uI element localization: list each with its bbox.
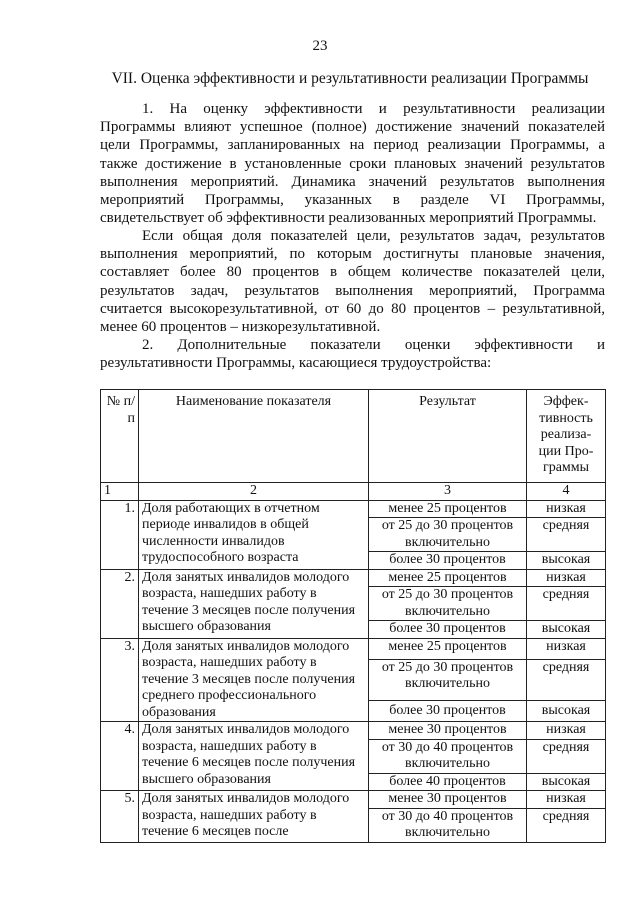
result-cell: менее 30 процентов (369, 722, 527, 740)
indicator-name: Доля занятых инвалидов молодого возраста, нашедших работу в течение 6 месяцев после получения высшего образования (139, 722, 369, 791)
efficiency-cell: средняя (527, 739, 606, 773)
result-cell: менее 25 процентов (369, 638, 527, 659)
header-result: Результат (369, 390, 527, 483)
row-num: 2. (101, 569, 139, 638)
indicator-name: Доля занятых инвалидов молодого возраста, нашедших работу в течение 6 месяцев после (139, 791, 369, 843)
efficiency-cell: средняя (527, 518, 606, 552)
row-num: 5. (101, 791, 139, 843)
result-cell: от 25 до 30 процентов включительно (369, 659, 527, 700)
paragraph-2 (100, 227, 605, 336)
indicator-name: Доля занятых инвалидов молодого возраста, нашедших работу в течение 3 месяцев после получения среднего профессионального образования (139, 638, 369, 722)
result-cell: менее 25 процентов (369, 500, 527, 518)
efficiency-cell: средняя (527, 587, 606, 621)
result-cell: от 25 до 30 процентов включительно (369, 518, 527, 552)
header-name: Наименование показателя (139, 390, 369, 483)
indicators-table (100, 389, 606, 843)
page-number: 23 (312, 38, 328, 54)
efficiency-cell: высокая (527, 773, 606, 791)
result-cell: от 30 до 40 процентов включительно (369, 739, 527, 773)
table-header-row (101, 390, 606, 483)
paragraph-2-text: Если общая доля показателей цели, результатов задач, результатов выполнения мероприятий, по которым достигнуты плановые значения, составляет более 80 процентов в общем количестве показателей цели, результатов задач, результатов выполнения мероприятий, Программа считается высокорезультативной, от 60 до 80 процентов – результативной, менее 60 процентов – низкорезультативной. (100, 228, 605, 336)
efficiency-cell: низкая (527, 500, 606, 518)
efficiency-cell: низкая (527, 569, 606, 587)
result-cell: более 30 процентов (369, 700, 527, 721)
indicator-name: Доля работающих в отчетном периоде инвалидов в общей численности инвалидов трудоспособного возраста (139, 500, 369, 569)
header-efficiency: Эффек-тивность реализа-ции Про-граммы (527, 390, 606, 483)
col-number: 1 (101, 483, 139, 501)
col-number: 4 (527, 483, 606, 501)
result-cell: менее 25 процентов (369, 569, 527, 587)
section-title: VII. Оценка эффективности и результативности реализации Программы (111, 70, 589, 87)
col-number: 2 (139, 483, 369, 501)
table-row (101, 722, 606, 740)
result-cell: от 25 до 30 процентов включительно (369, 587, 527, 621)
result-cell: более 30 процентов (369, 552, 527, 570)
row-num: 3. (101, 638, 139, 722)
column-number-row (101, 483, 606, 501)
table-row (101, 500, 606, 518)
row-num: 4. (101, 722, 139, 791)
paragraph-1-text: 1. На оценку эффективности и результативности реализации Программы влияют успешное (полное) достижение значений показателей цели Программы, запланированных на период реализации Программы, а также достижение в установленные сроки плановых значений результатов выполнения мероприятий. Динамика значений результатов выполнения мероприятий Программы, указанных в разделе VI Программы, свидетельствует об эффективности реализованных мероприятий Программы. (100, 101, 605, 227)
indicator-name: Доля занятых инвалидов молодого возраста, нашедших работу в течение 3 месяцев после получения высшего образования (139, 569, 369, 638)
result-cell: более 30 процентов (369, 621, 527, 639)
table-row (101, 569, 606, 587)
row-num: 1. (101, 500, 139, 569)
result-cell: менее 30 процентов (369, 791, 527, 809)
efficiency-cell: низкая (527, 722, 606, 740)
efficiency-cell: высокая (527, 700, 606, 721)
result-cell: более 40 процентов (369, 773, 527, 791)
col-number: 3 (369, 483, 527, 501)
efficiency-cell: низкая (527, 638, 606, 659)
table-row (101, 638, 606, 659)
paragraph-3-text: 2. Дополнительные показатели оценки эффективности и результативности Программы, касающиеся трудоустройства: (100, 337, 605, 372)
header-num: № п/п (101, 390, 139, 483)
result-cell: от 30 до 40 процентов включительно (369, 808, 527, 842)
efficiency-cell: высокая (527, 552, 606, 570)
efficiency-cell: средняя (527, 659, 606, 700)
efficiency-cell: низкая (527, 791, 606, 809)
efficiency-cell: высокая (527, 621, 606, 639)
table-row (101, 791, 606, 809)
efficiency-cell: средняя (527, 808, 606, 842)
paragraph-1 (100, 100, 605, 227)
paragraph-3 (100, 336, 605, 372)
